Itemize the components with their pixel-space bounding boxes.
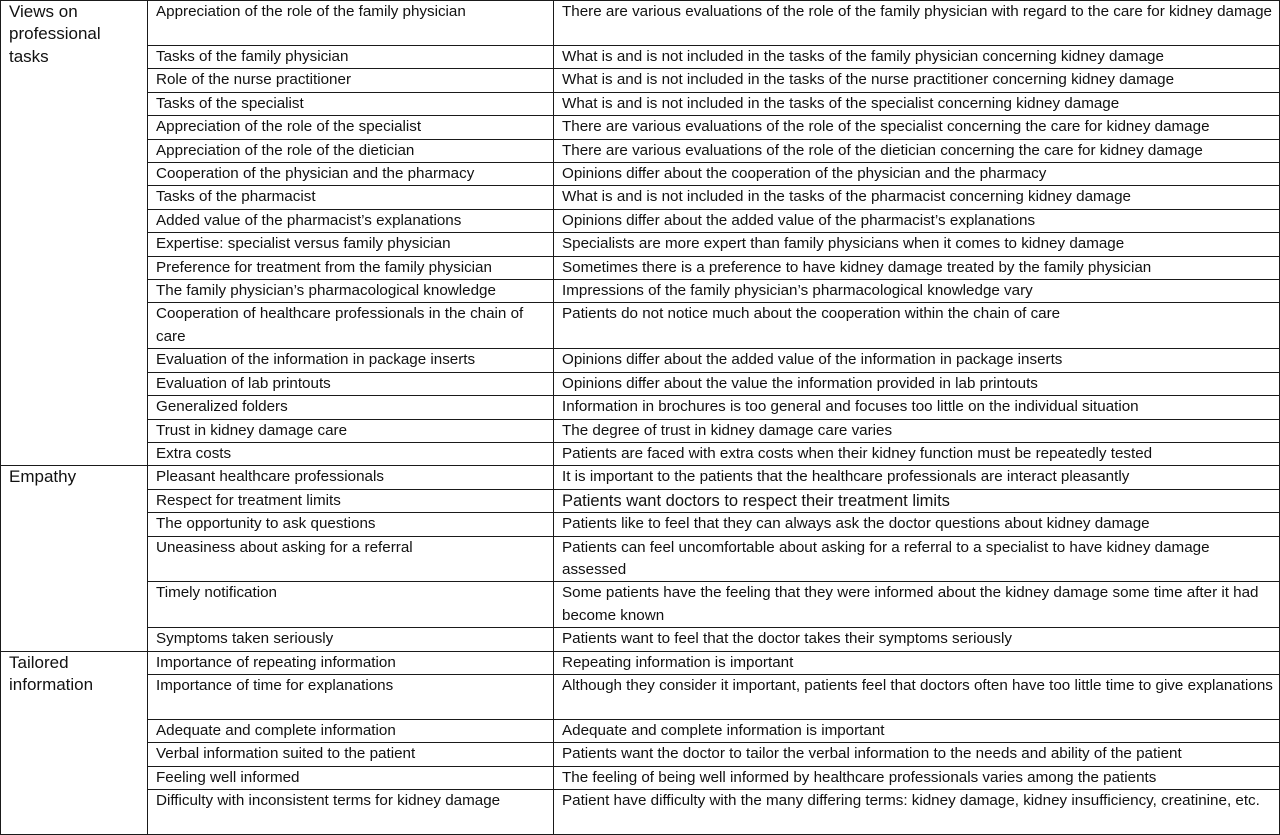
table-row [1, 536, 1280, 582]
table-row [1, 790, 1280, 835]
table-row [1, 139, 1280, 162]
table-row [1, 186, 1280, 209]
table-row [1, 442, 1280, 465]
description-cell: Patients like to feel that they can always ask the doctor questions about kidney damage [554, 513, 1280, 536]
description-cell: Although they consider it important, patients feel that doctors often have too little time to give explanations [554, 674, 1280, 719]
topic-cell: The family physician’s pharmacological knowledge [148, 280, 554, 303]
description-cell: The feeling of being well informed by healthcare professionals varies among the patients [554, 766, 1280, 789]
table-row [1, 372, 1280, 395]
topic-cell: Tasks of the specialist [148, 92, 554, 115]
description-cell: There are various evaluations of the role of the family physician with regard to the care for kidney damage [554, 1, 1280, 46]
table-row [1, 582, 1280, 628]
topic-cell: The opportunity to ask questions [148, 513, 554, 536]
description-cell: Patients can feel uncomfortable about asking for a referral to a specialist to have kidney damage assessed [554, 536, 1280, 582]
description-cell: There are various evaluations of the role of the specialist concerning the care for kidney damage [554, 116, 1280, 139]
table-row [1, 466, 1280, 489]
description-cell: Opinions differ about the value the information provided in lab printouts [554, 372, 1280, 395]
description-cell: What is and is not included in the tasks of the pharmacist concerning kidney damage [554, 186, 1280, 209]
description-cell: Patients want doctors to respect their treatment limits [554, 489, 1280, 512]
topic-cell: Appreciation of the role of the specialist [148, 116, 554, 139]
topic-cell: Pleasant healthcare professionals [148, 466, 554, 489]
topic-cell: Importance of repeating information [148, 651, 554, 674]
table-row [1, 233, 1280, 256]
topic-cell: Respect for treatment limits [148, 489, 554, 512]
table-row [1, 69, 1280, 92]
description-cell: What is and is not included in the tasks of the specialist concerning kidney damage [554, 92, 1280, 115]
description-cell: Patients are faced with extra costs when their kidney function must be repeatedly tested [554, 442, 1280, 465]
description-cell: Patients want to feel that the doctor takes their symptoms seriously [554, 628, 1280, 651]
table-row [1, 674, 1280, 719]
topic-cell: Role of the nurse practitioner [148, 69, 554, 92]
description-cell: Repeating information is important [554, 651, 1280, 674]
description-cell: Patients do not notice much about the cooperation within the chain of care [554, 303, 1280, 349]
description-cell: Opinions differ about the added value of the information in package inserts [554, 349, 1280, 372]
topic-cell: Cooperation of healthcare professionals in the chain of care [148, 303, 554, 349]
description-cell: What is and is not included in the tasks of the family physician concerning kidney damage [554, 46, 1280, 69]
topic-cell: Cooperation of the physician and the pharmacy [148, 163, 554, 186]
topic-cell: Extra costs [148, 442, 554, 465]
themes-table-body [1, 1, 1280, 835]
description-cell: Adequate and complete information is important [554, 719, 1280, 742]
description-cell: Opinions differ about the cooperation of the physician and the pharmacy [554, 163, 1280, 186]
topic-cell: Adequate and complete information [148, 719, 554, 742]
topic-cell: Difficulty with inconsistent terms for kidney damage [148, 790, 554, 835]
table-row [1, 628, 1280, 651]
topic-cell: Symptoms taken seriously [148, 628, 554, 651]
topic-cell: Verbal information suited to the patient [148, 743, 554, 766]
description-cell: There are various evaluations of the role of the dietician concerning the care for kidney damage [554, 139, 1280, 162]
category-cell: Empathy [1, 466, 148, 651]
description-cell: Patients want the doctor to tailor the verbal information to the needs and ability of the patient [554, 743, 1280, 766]
topic-cell: Trust in kidney damage care [148, 419, 554, 442]
topic-cell: Evaluation of lab printouts [148, 372, 554, 395]
table-row [1, 46, 1280, 69]
description-cell: What is and is not included in the tasks of the nurse practitioner concerning kidney damage [554, 69, 1280, 92]
topic-cell: Added value of the pharmacist’s explanations [148, 209, 554, 232]
topic-cell: Timely notification [148, 582, 554, 628]
topic-cell: Tasks of the family physician [148, 46, 554, 69]
topic-cell: Preference for treatment from the family physician [148, 256, 554, 279]
table-row [1, 766, 1280, 789]
table-row [1, 396, 1280, 419]
table-row [1, 489, 1280, 512]
description-cell: Sometimes there is a preference to have kidney damage treated by the family physician [554, 256, 1280, 279]
table-row [1, 513, 1280, 536]
topic-cell: Tasks of the pharmacist [148, 186, 554, 209]
description-cell: The degree of trust in kidney damage care varies [554, 419, 1280, 442]
description-cell: It is important to the patients that the healthcare professionals are interact pleasantly [554, 466, 1280, 489]
description-cell: Some patients have the feeling that they were informed about the kidney damage some time after it had become known [554, 582, 1280, 628]
table-row [1, 349, 1280, 372]
description-cell: Impressions of the family physician’s pharmacological knowledge vary [554, 280, 1280, 303]
topic-cell: Generalized folders [148, 396, 554, 419]
table-row [1, 719, 1280, 742]
table-row [1, 280, 1280, 303]
table-row [1, 256, 1280, 279]
table-row [1, 419, 1280, 442]
topic-cell: Expertise: specialist versus family physician [148, 233, 554, 256]
table-row [1, 743, 1280, 766]
topic-cell: Appreciation of the role of the dietician [148, 139, 554, 162]
table-row [1, 303, 1280, 349]
topic-cell: Feeling well informed [148, 766, 554, 789]
table-row [1, 651, 1280, 674]
description-cell: Specialists are more expert than family physicians when it comes to kidney damage [554, 233, 1280, 256]
topic-cell: Appreciation of the role of the family physician [148, 1, 554, 46]
category-cell: Tailored information [1, 651, 148, 835]
table-row [1, 209, 1280, 232]
table-row [1, 163, 1280, 186]
category-cell: Views on professional tasks [1, 1, 148, 466]
description-cell: Opinions differ about the added value of the pharmacist’s explanations [554, 209, 1280, 232]
topic-cell: Uneasiness about asking for a referral [148, 536, 554, 582]
description-cell: Information in brochures is too general and focuses too little on the individual situation [554, 396, 1280, 419]
description-cell: Patient have difficulty with the many differing terms: kidney damage, kidney insufficiency, creatinine, etc. [554, 790, 1280, 835]
table-row [1, 116, 1280, 139]
table-row [1, 92, 1280, 115]
topic-cell: Importance of time for explanations [148, 674, 554, 719]
table-row [1, 1, 1280, 46]
topic-cell: Evaluation of the information in package inserts [148, 349, 554, 372]
